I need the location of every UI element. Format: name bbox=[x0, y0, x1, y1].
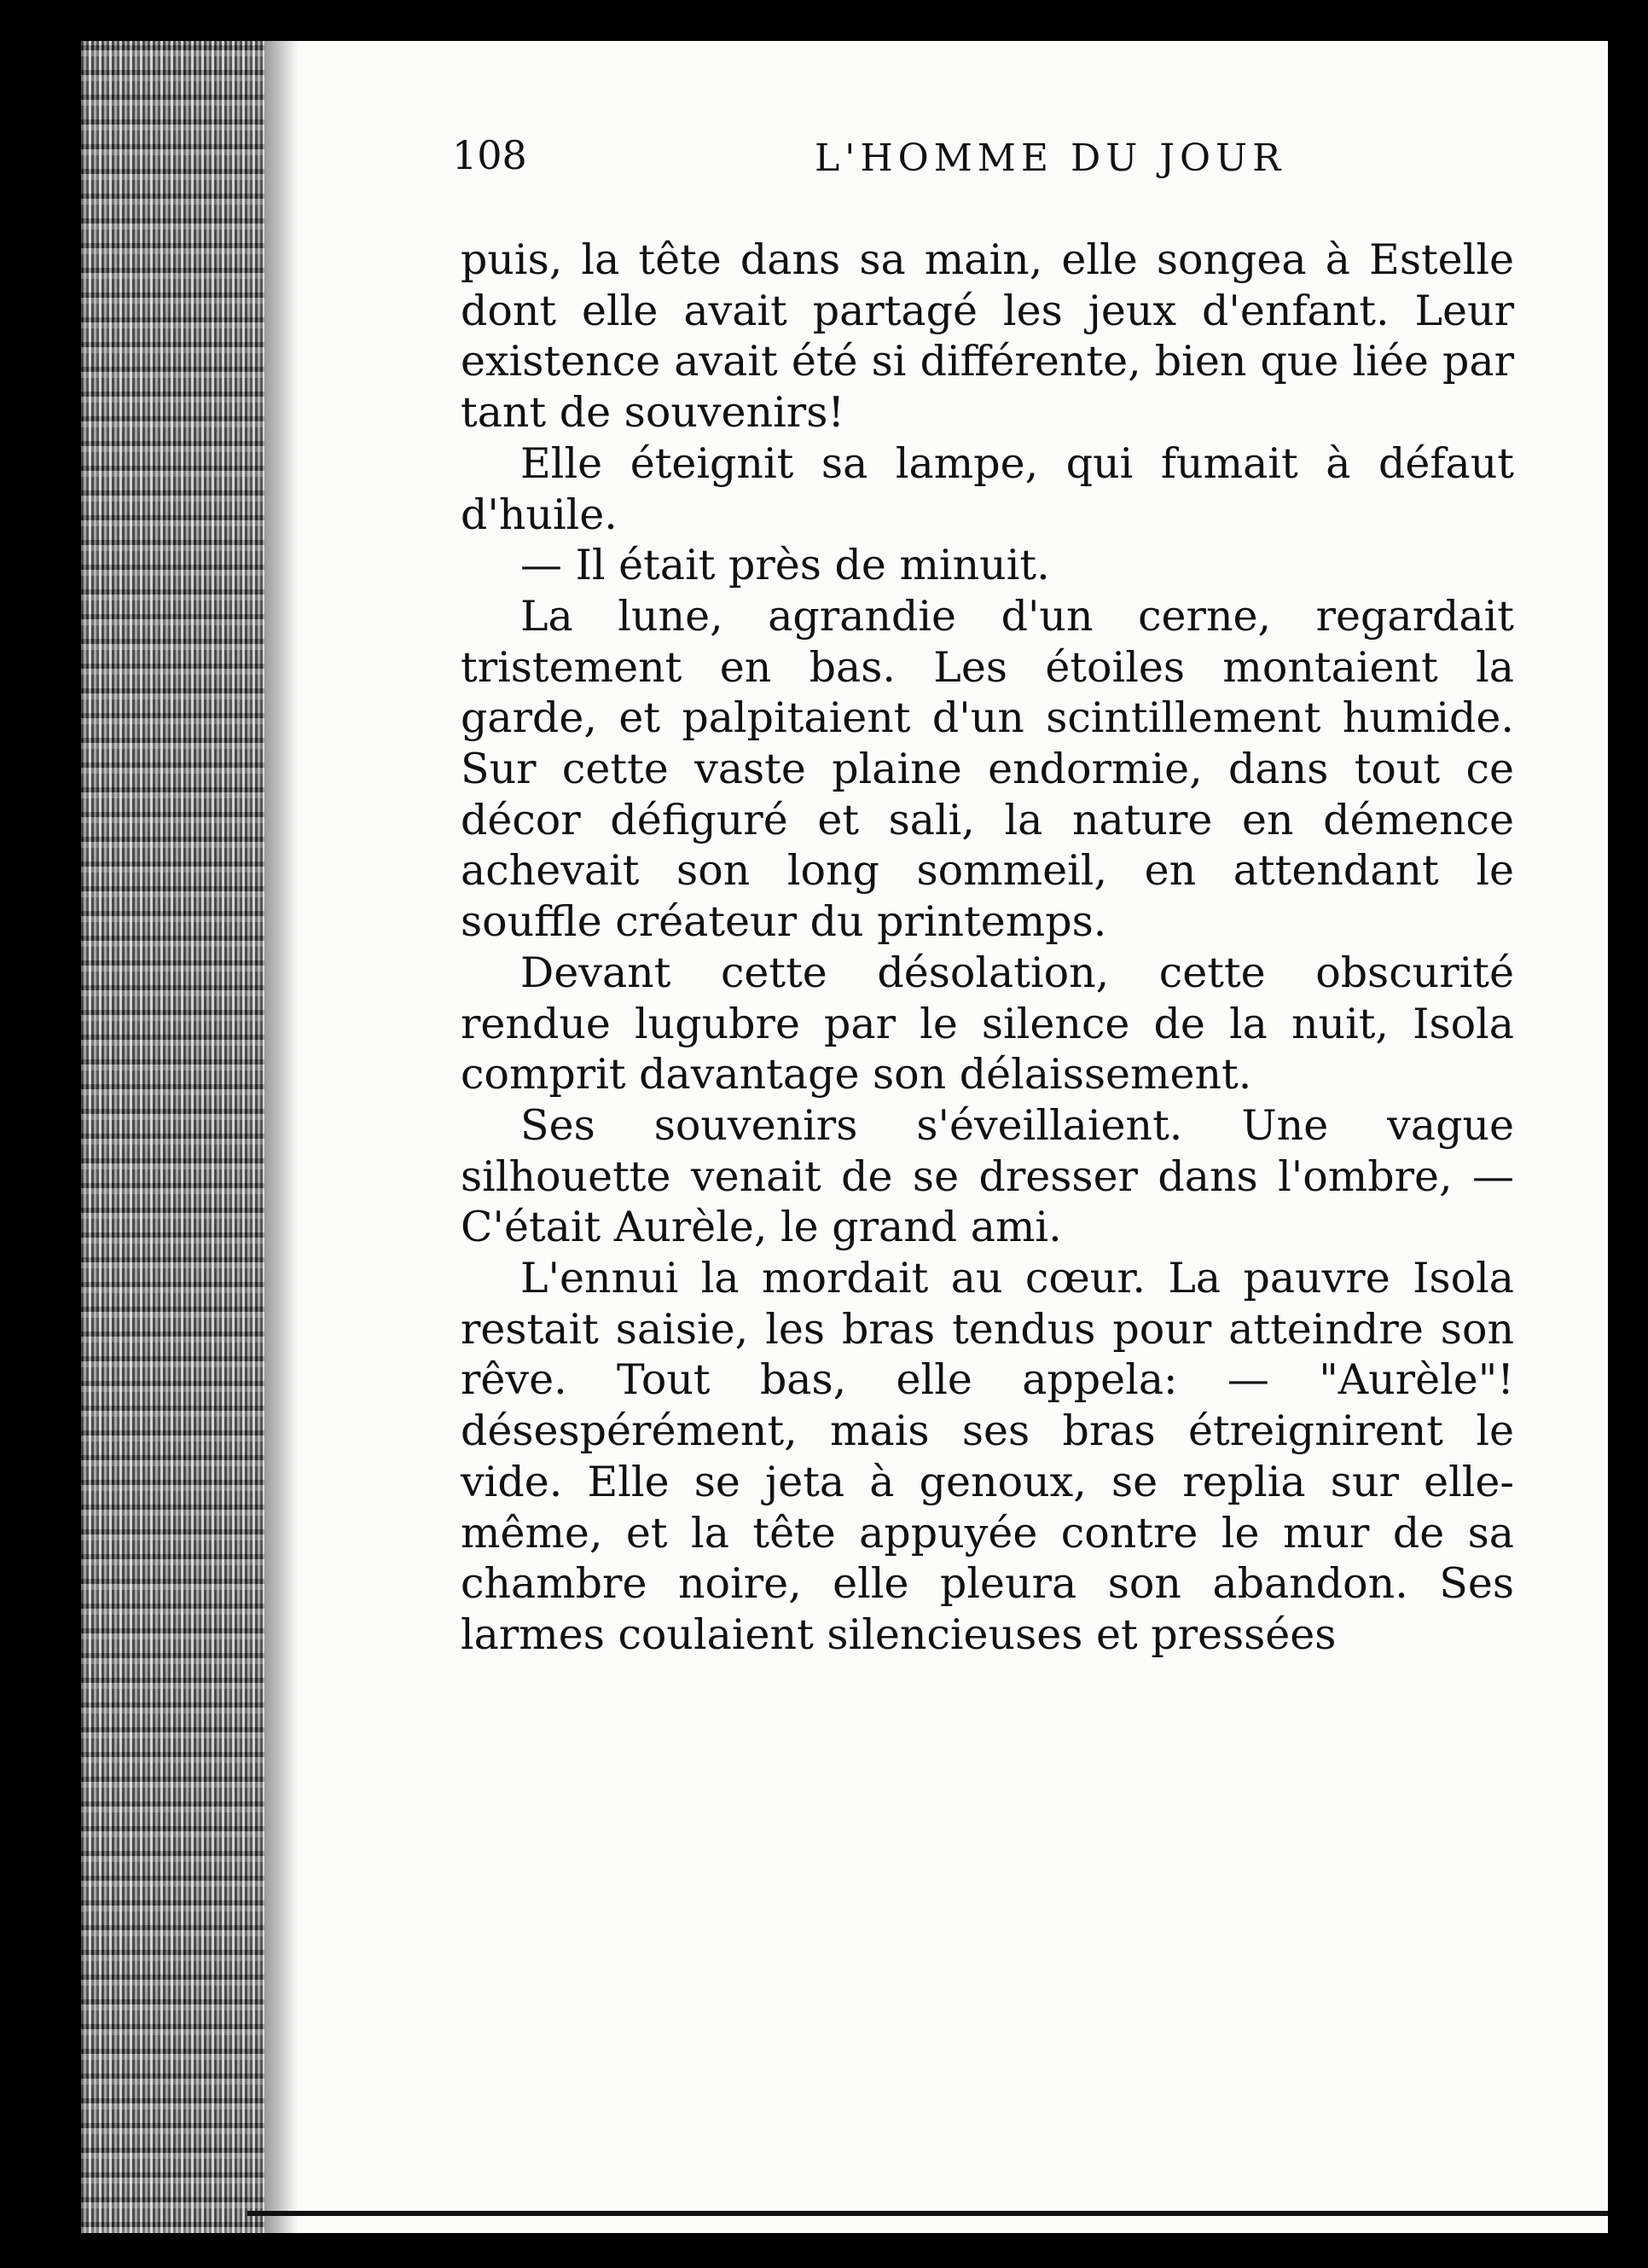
paragraph: Elle éteignit sa lampe, qui fumait à défaut d'huile. bbox=[461, 438, 1514, 539]
page-bottom-edge bbox=[247, 2211, 1608, 2216]
page-number: 108 bbox=[452, 132, 527, 178]
paragraph: Devant cette désolation, cette obscurité rendue lugubre par le silence de la nuit, Isola comprit davantage son délaissement. bbox=[461, 948, 1514, 1099]
body-text bbox=[461, 235, 1514, 1661]
gutter-shadow bbox=[264, 41, 299, 2233]
paragraph: puis, la tête dans sa main, elle songea à Estelle dont elle avait partagé les jeux d'enfant. Leur existence avait été si différente, bien que liée par tant de souvenirs! bbox=[461, 235, 1514, 438]
running-head bbox=[452, 115, 1510, 200]
page-binding-edge bbox=[81, 41, 264, 2233]
paragraph: Ses souvenirs s'éveillaient. Une vague silhouette venait de se dresser dans l'ombre, — C'était Aurèle, le grand ami. bbox=[461, 1100, 1514, 1252]
paragraph: — Il était près de minuit. bbox=[520, 541, 1050, 590]
paragraph: L'ennui la mordait au cœur. La pauvre Isola restait saisie, les bras tendus pour atteindre son rêve. Tout bas, elle appela: — "Aurèle"! désespérément, mais ses bras étreignirent le vide. Elle se jeta à genoux, se replia sur elle-même, et la tête appuyée contre le mur de sa chambre noire, elle pleura son abandon. Ses larmes coulaient silencieuses et pressées bbox=[461, 1254, 1514, 1659]
running-title: L'HOMME DU JOUR bbox=[815, 136, 1286, 180]
paragraph: La lune, agrandie d'un cerne, regardait tristement en bas. Les étoiles montaient la garde, et palpitaient d'un scintillement humide. Sur cette vaste plaine endormie, dans tout ce décor défiguré et sali, la nature en démence achevait son long sommeil, en attendant le souffle créateur du printemps. bbox=[461, 591, 1514, 947]
